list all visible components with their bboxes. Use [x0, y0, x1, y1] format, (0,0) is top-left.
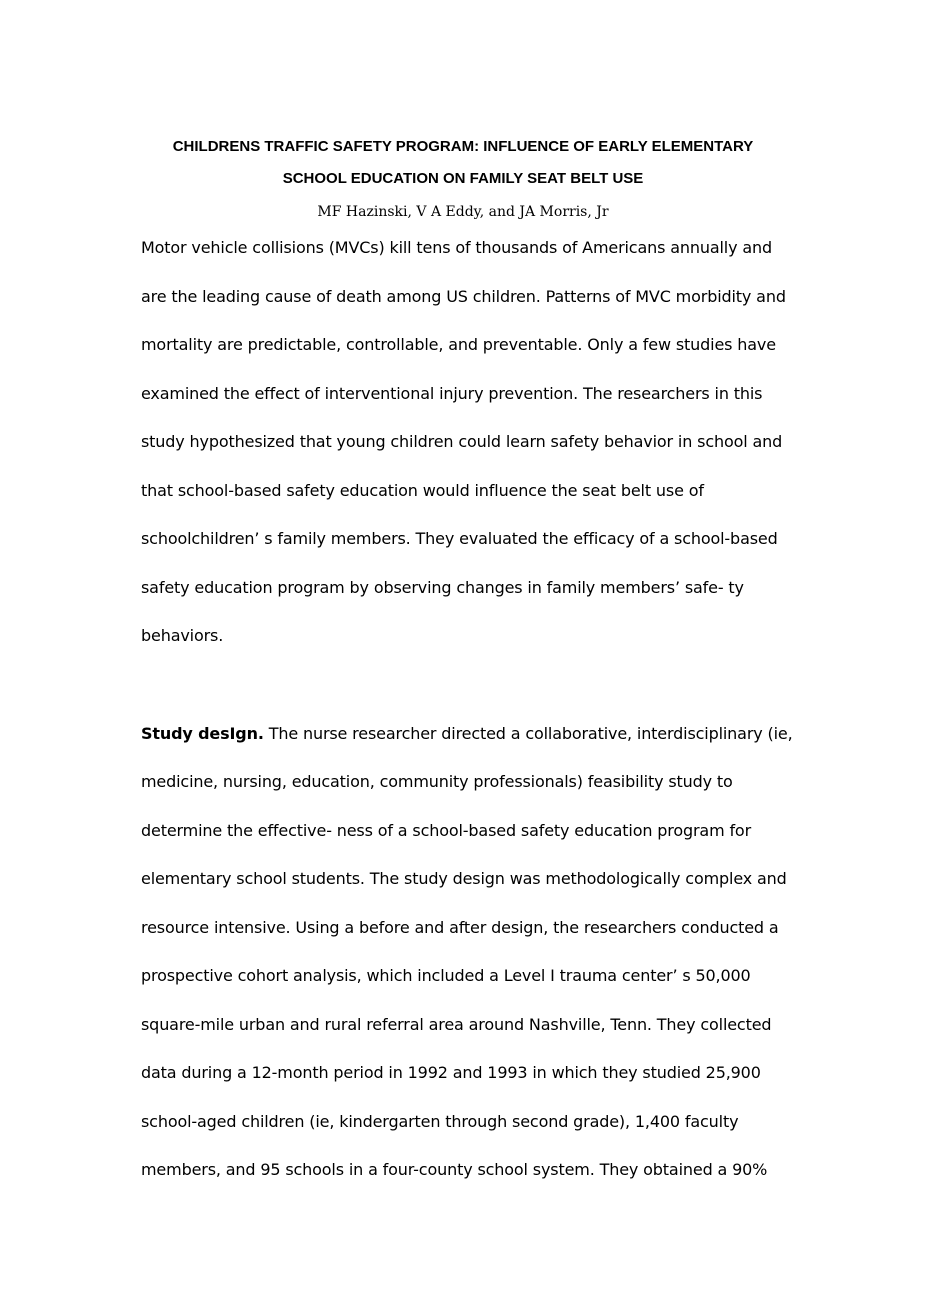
abstract-line: that school-based safety education would influence the seat belt use of: [141, 481, 704, 500]
abstract-line: schoolchildren’ s family members. They evaluated the efficacy of a school-based: [141, 529, 778, 548]
abstract-line: examined the effect of interventional injury prevention. The researchers in this: [141, 384, 763, 403]
abstract-line: Motor vehicle collisions (MVCs) kill tens of thousands of Americans annually and: [141, 238, 773, 257]
study-design-first-line: [141, 722, 793, 746]
abstract-line: mortality are predictable, controllable, and preventable. Only a few studies have: [141, 335, 776, 354]
abstract-line: are the leading cause of death among US children. Patterns of MVC morbidity and: [141, 287, 786, 306]
title-line-1: CHILDRENS TRAFFIC SAFETY PROGRAM: INFLUENCE OF EARLY ELEMENTARY: [172, 138, 754, 155]
study-design-line: school-aged children (ie, kindergarten through second grade), 1,400 faculty: [141, 1112, 739, 1131]
study-design-line: members, and 95 schools in a four-county school system. They obtained a 90%: [141, 1160, 768, 1179]
abstract-line: study hypothesized that young children could learn safety behavior in school and: [141, 432, 783, 451]
study-design-line: data during a 12-month period in 1992 and 1993 in which they studied 25,900: [141, 1063, 761, 1082]
study-design-line: resource intensive. Using a before and after design, the researchers conducted a: [141, 918, 779, 937]
study-design-text: The nurse researcher directed a collaborative, interdisciplinary (ie,: [263, 724, 793, 743]
study-design-line: square-mile urban and rural referral area around Nashville, Tenn. They collected: [141, 1015, 772, 1034]
study-design-line: medicine, nursing, education, community professionals) feasibility study to: [141, 772, 733, 791]
study-design-line: elementary school students. The study design was methodologically complex and: [141, 869, 787, 888]
section-heading: Study desIgn.: [141, 724, 264, 743]
title-line-2: SCHOOL EDUCATION ON FAMILY SEAT BELT USE: [282, 170, 644, 187]
study-design-line: prospective cohort analysis, which included a Level I trauma center’ s 50,000: [141, 966, 751, 985]
abstract-line: safety education program by observing changes in family members’ safe- ty: [141, 578, 744, 597]
abstract-line: behaviors.: [141, 626, 224, 645]
authors: MF Hazinski, V A Eddy, and JA Morris, Jr: [317, 204, 609, 220]
study-design-line: determine the effective- ness of a school-based safety education program for: [141, 821, 751, 840]
